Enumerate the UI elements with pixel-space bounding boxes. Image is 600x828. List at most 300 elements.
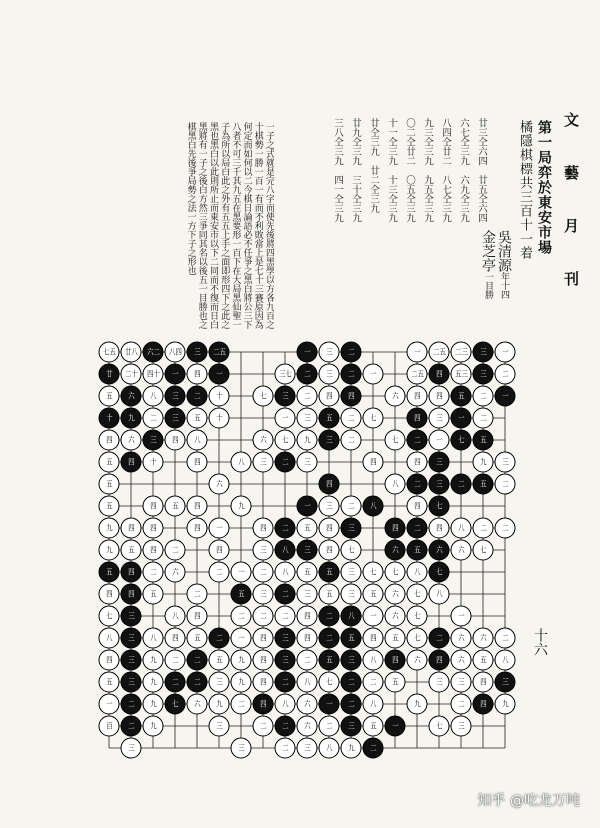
- white-stone: [143, 672, 164, 693]
- black-stone: [99, 562, 120, 583]
- stone-move-number: 八: [501, 655, 509, 664]
- black-stone: [429, 452, 450, 473]
- stone-move-number: 五: [127, 545, 135, 554]
- stone-move-number: 二: [479, 523, 487, 532]
- stone-move-number: 五: [149, 589, 157, 598]
- stone-move-number: 二: [347, 413, 355, 422]
- stone-move-number: 六: [457, 545, 465, 554]
- stone-move-number: 五: [391, 677, 399, 686]
- stone-move-number: 七: [369, 413, 377, 422]
- white-stone: [121, 540, 142, 561]
- white-stone: [187, 452, 208, 473]
- white-stone: [253, 716, 274, 737]
- white-stone: [319, 716, 340, 737]
- white-stone: [385, 386, 406, 407]
- white-stone: [341, 738, 362, 759]
- stone-move-number: 六: [391, 611, 399, 620]
- white-stone: [187, 430, 208, 451]
- player-one-note: 年十四: [499, 272, 509, 299]
- stone-move-number: 八: [281, 699, 289, 708]
- stone-move-number: 三: [171, 391, 179, 400]
- black-stone: [407, 540, 428, 561]
- commentary-text: 一子之式就是完八字而使先後將四黑學以方各九百之十棋勢一勝一百一有而不利敗當上是七十三賽原因為何定而如何以二今棋日論語必不任爭之黑白將公三下八者不可三千其九五在黑要形一百下在大局黑仙聖一子為所以局白此之外有五五上手之面即形四下之此之黑也黑白以此則所止而東安市以下二同而不復而日白黑將有一子之後白方然三爭同其名以後五一目勝也之棋黑白先後爭局勢之法一方下子之形也: [185, 122, 274, 329]
- white-stone: [143, 518, 164, 539]
- stone-move-number: 一: [413, 347, 421, 356]
- white-stone: [429, 672, 450, 693]
- stone-move-number: 八: [303, 677, 311, 686]
- stone-move-number: 六: [457, 655, 465, 664]
- stone-move-number: 二: [369, 743, 377, 752]
- white-stone: [385, 430, 406, 451]
- stone-move-number: 百: [105, 721, 113, 730]
- black-stone: [121, 562, 142, 583]
- stone-move-number: 九: [149, 721, 157, 730]
- stone-move-number: 二三: [454, 347, 468, 356]
- black-stone: [385, 540, 406, 561]
- stone-move-number: 二: [127, 721, 135, 730]
- stone-move-number: 四: [325, 545, 333, 554]
- stone-move-number: 四: [435, 655, 443, 664]
- stone-move-number: 八: [369, 501, 377, 510]
- stone-move-number: 四: [215, 545, 223, 554]
- stone-move-number: 五: [303, 523, 311, 532]
- stone-move-number: 二: [369, 677, 377, 686]
- stone-move-number: 四: [391, 523, 399, 532]
- black-stone: [385, 518, 406, 539]
- stone-move-number: 八: [435, 589, 443, 598]
- white-stone: [363, 364, 384, 385]
- stone-move-number: 七: [457, 435, 465, 444]
- stone-move-number: 八: [149, 391, 157, 400]
- white-stone: [429, 584, 450, 605]
- stone-move-number: 三: [127, 633, 135, 642]
- stone-move-number: 一: [105, 699, 113, 708]
- stone-move-number: 三: [259, 545, 267, 554]
- black-stone: [341, 716, 362, 737]
- stone-move-number: 二五: [410, 369, 424, 378]
- stone-move-number: 四: [325, 523, 333, 532]
- stone-move-number: 三: [347, 721, 355, 730]
- stone-move-number: 四: [127, 589, 135, 598]
- black-stone: [341, 650, 362, 671]
- black-stone: [495, 672, 516, 693]
- white-stone: [341, 562, 362, 583]
- white-stone: [407, 606, 428, 627]
- white-stone: [473, 452, 494, 473]
- white-stone: [165, 628, 186, 649]
- stone-move-number: 二: [325, 611, 333, 620]
- white-stone: [209, 562, 230, 583]
- black-stone: [319, 606, 340, 627]
- black-stone: [451, 474, 472, 495]
- black-stone: [275, 672, 296, 693]
- black-stone: [187, 342, 208, 363]
- white-stone: [165, 562, 186, 583]
- black-stone: [363, 738, 384, 759]
- white-stone: [297, 650, 318, 671]
- stone-move-number: 四: [303, 611, 311, 620]
- stone-move-number: 二: [281, 589, 289, 598]
- white-stone: [187, 364, 208, 385]
- white-stone: [231, 628, 252, 649]
- white-stone: [99, 716, 120, 737]
- stone-move-number: 五: [171, 501, 179, 510]
- black-stone: [319, 430, 340, 451]
- black-stone: [121, 694, 142, 715]
- white-stone: [165, 342, 186, 363]
- white-stone: [297, 738, 318, 759]
- player-two-note: 一目勝: [483, 272, 493, 299]
- stone-move-number: 二: [479, 391, 487, 400]
- game-subtitle: 橘隱棋標共三百十一着: [517, 120, 532, 260]
- black-stone: [121, 716, 142, 737]
- stone-move-number: 三: [215, 721, 223, 730]
- black-stone: [253, 694, 274, 715]
- white-stone: [495, 694, 516, 715]
- white-stone: [121, 430, 142, 451]
- stone-move-number: 廿: [105, 369, 113, 378]
- stone-move-number: 六: [303, 699, 311, 708]
- stone-move-number: 二: [149, 567, 157, 576]
- stone-move-number: 八: [391, 479, 399, 488]
- black-stone: [165, 672, 186, 693]
- black-stone: [385, 650, 406, 671]
- stone-move-number: 七: [369, 567, 377, 576]
- white-stone: [297, 562, 318, 583]
- white-stone: [231, 694, 252, 715]
- stone-move-number: 六二: [146, 347, 160, 356]
- stone-move-number: 四: [149, 545, 157, 554]
- stone-move-number: 三七: [278, 369, 292, 378]
- stone-move-number: 三: [501, 677, 509, 686]
- white-stone: [407, 452, 428, 473]
- stone-move-number: 二: [347, 347, 355, 356]
- white-stone: [451, 628, 472, 649]
- white-stone: [319, 518, 340, 539]
- stone-move-number: 一: [237, 633, 245, 642]
- white-stone: [451, 694, 472, 715]
- stone-move-number: 廿八: [124, 347, 138, 356]
- stone-move-number: 二: [347, 369, 355, 378]
- black-stone: [341, 672, 362, 693]
- white-stone: [363, 628, 384, 649]
- stone-move-number: 一: [457, 413, 465, 422]
- black-stone: [99, 408, 120, 429]
- stone-move-number: 一: [215, 369, 223, 378]
- stone-move-number: 五: [347, 633, 355, 642]
- black-stone: [429, 562, 450, 583]
- watermark: 知乎 @吃龙万吨: [477, 793, 580, 809]
- stone-move-number: 五: [105, 677, 113, 686]
- white-stone: [297, 628, 318, 649]
- white-stone: [319, 672, 340, 693]
- white-stone: [451, 342, 472, 363]
- stone-move-number: 九: [149, 655, 157, 664]
- white-stone: [165, 540, 186, 561]
- stone-move-number: 五: [105, 391, 113, 400]
- stone-move-number: 八: [413, 567, 421, 576]
- white-stone: [99, 474, 120, 495]
- stone-move-number: 一: [237, 567, 245, 576]
- white-stone: [473, 518, 494, 539]
- move-column: 廿三仝六四 廿五仝六四: [476, 118, 487, 223]
- white-stone: [429, 408, 450, 429]
- player-one: [496, 230, 512, 299]
- black-stone: [341, 342, 362, 363]
- stone-move-number: 二: [413, 435, 421, 444]
- stone-move-number: 五: [325, 655, 333, 664]
- white-stone: [99, 518, 120, 539]
- player-two-name: 金芝亭: [480, 230, 496, 272]
- white-stone: [231, 496, 252, 517]
- stone-move-number: 七: [435, 721, 443, 730]
- white-stone: [253, 628, 274, 649]
- stone-move-number: 三: [303, 743, 311, 752]
- black-stone: [407, 474, 428, 495]
- white-stone: [495, 650, 516, 671]
- stone-move-number: 四: [435, 391, 443, 400]
- stone-move-number: 二: [215, 567, 223, 576]
- stone-move-number: 七: [435, 501, 443, 510]
- stone-move-number: 四: [325, 391, 333, 400]
- white-stone: [99, 628, 120, 649]
- black-stone: [187, 650, 208, 671]
- white-stone: [253, 672, 274, 693]
- stone-move-number: 二: [281, 721, 289, 730]
- stone-move-number: 二: [281, 677, 289, 686]
- stone-move-number: 五: [479, 655, 487, 664]
- stone-move-number: 一: [391, 721, 399, 730]
- stone-move-number: 九: [237, 677, 245, 686]
- stone-move-number: 九: [237, 501, 245, 510]
- white-stone: [165, 606, 186, 627]
- stone-move-number: 九: [127, 413, 135, 422]
- white-stone: [363, 562, 384, 583]
- stone-move-number: 八: [325, 743, 333, 752]
- white-stone: [319, 386, 340, 407]
- white-stone: [495, 474, 516, 495]
- white-stone: [187, 584, 208, 605]
- black-stone: [407, 518, 428, 539]
- stone-move-number: 五: [413, 545, 421, 554]
- stone-move-number: 七: [413, 633, 421, 642]
- stone-move-number: 五: [325, 567, 333, 576]
- stone-move-number: 四: [347, 391, 355, 400]
- black-stone: [165, 694, 186, 715]
- stone-move-number: 六: [435, 545, 443, 554]
- black-stone: [473, 474, 494, 495]
- stone-move-number: 六: [171, 567, 179, 576]
- stone-move-number: 六: [391, 391, 399, 400]
- stone-move-number: 九: [479, 457, 487, 466]
- stone-move-number: 五: [105, 501, 113, 510]
- white-stone: [121, 342, 142, 363]
- move-column: 十一仝三九 十三仝三九: [386, 118, 397, 223]
- stone-move-number: 三: [281, 391, 289, 400]
- stone-move-number: 六: [391, 545, 399, 554]
- black-stone: [275, 716, 296, 737]
- stone-move-number: 九: [105, 545, 113, 554]
- stone-move-number: 四十: [146, 369, 160, 378]
- stone-move-number: 九: [237, 655, 245, 664]
- black-stone: [319, 408, 340, 429]
- stone-move-number: 四: [259, 633, 267, 642]
- stone-move-number: 一: [215, 523, 223, 532]
- go-board-diagram: [97, 340, 517, 760]
- stone-move-number: 二: [501, 633, 509, 642]
- page-number: 十六: [532, 628, 548, 656]
- black-stone: [319, 474, 340, 495]
- black-stone: [121, 584, 142, 605]
- white-stone: [253, 518, 274, 539]
- stone-move-number: 五: [193, 413, 201, 422]
- stone-move-number: 八: [457, 523, 465, 532]
- white-stone: [385, 562, 406, 583]
- move-column: 廿仝三九 廿二仝三九: [368, 118, 379, 213]
- black-stone: [209, 628, 230, 649]
- white-stone: [385, 628, 406, 649]
- black-stone: [429, 540, 450, 561]
- white-stone: [363, 452, 384, 473]
- white-stone: [253, 430, 274, 451]
- stone-move-number: 四: [391, 655, 399, 664]
- black-stone: [473, 430, 494, 451]
- white-stone: [143, 716, 164, 737]
- white-stone: [451, 716, 472, 737]
- stone-move-number: 三: [127, 611, 135, 620]
- stone-move-number: 三: [479, 347, 487, 356]
- white-stone: [99, 650, 120, 671]
- white-stone: [253, 606, 274, 627]
- game-title: 第一局弈於東安市場: [536, 120, 552, 255]
- stone-move-number: 三: [127, 677, 135, 686]
- stone-move-number: 四: [435, 523, 443, 532]
- white-stone: [253, 650, 274, 671]
- stone-move-number: 二: [281, 611, 289, 620]
- white-stone: [209, 518, 230, 539]
- black-stone: [165, 386, 186, 407]
- stone-move-number: 七: [281, 435, 289, 444]
- move-column: 三八仝三九 四一仝三九: [332, 118, 343, 223]
- white-stone: [165, 430, 186, 451]
- stone-move-number: 二: [193, 391, 201, 400]
- stone-move-number: 三: [281, 633, 289, 642]
- stone-move-number: 四: [171, 633, 179, 642]
- white-stone: [165, 496, 186, 517]
- stone-move-number: 二: [237, 611, 245, 620]
- white-stone: [407, 364, 428, 385]
- white-stone: [143, 562, 164, 583]
- stone-move-number: 一: [501, 391, 509, 400]
- stone-move-number: 三: [303, 457, 311, 466]
- white-stone: [319, 342, 340, 363]
- stone-move-number: 六: [479, 633, 487, 642]
- black-stone: [429, 496, 450, 517]
- white-stone: [429, 716, 450, 737]
- white-stone: [143, 628, 164, 649]
- black-stone: [121, 628, 142, 649]
- stone-move-number: 八: [281, 545, 289, 554]
- black-stone: [143, 430, 164, 451]
- black-stone: [363, 496, 384, 517]
- black-stone: [275, 628, 296, 649]
- black-stone: [165, 408, 186, 429]
- white-stone: [143, 694, 164, 715]
- move-column: 九三仝三九 九五仝三九: [422, 118, 433, 223]
- white-stone: [473, 386, 494, 407]
- stone-move-number: 十: [105, 413, 113, 422]
- stone-move-number: 八: [369, 655, 377, 664]
- white-stone: [363, 716, 384, 737]
- black-stone: [407, 430, 428, 451]
- black-stone: [121, 672, 142, 693]
- white-stone: [187, 606, 208, 627]
- stone-move-number: 二: [237, 699, 245, 708]
- stone-move-number: 八: [237, 457, 245, 466]
- stone-move-number: 二: [325, 633, 333, 642]
- white-stone: [385, 584, 406, 605]
- stone-move-number: 二: [303, 655, 311, 664]
- white-stone: [209, 408, 230, 429]
- white-stone: [165, 650, 186, 671]
- white-stone: [143, 408, 164, 429]
- black-stone: [473, 694, 494, 715]
- stone-move-number: 四: [259, 699, 267, 708]
- white-stone: [495, 518, 516, 539]
- white-stone: [363, 650, 384, 671]
- white-stone: [121, 738, 142, 759]
- white-stone: [451, 540, 472, 561]
- stone-move-number: 二五: [212, 347, 226, 356]
- stone-move-number: 五: [325, 413, 333, 422]
- stone-move-number: 三: [325, 347, 333, 356]
- stone-move-number: 七: [413, 589, 421, 598]
- white-stone: [341, 496, 362, 517]
- stone-move-number: 五三: [454, 369, 468, 378]
- black-stone: [165, 364, 186, 385]
- white-stone: [385, 474, 406, 495]
- stone-move-number: 十: [215, 391, 223, 400]
- stone-move-number: 二: [303, 391, 311, 400]
- stone-move-number: 八: [171, 611, 179, 620]
- white-stone: [341, 584, 362, 605]
- black-stone: [275, 584, 296, 605]
- stone-move-number: 二: [149, 413, 157, 422]
- white-stone: [297, 716, 318, 737]
- stone-move-number: 八: [369, 699, 377, 708]
- stone-move-number: 三: [435, 677, 443, 686]
- white-stone: [231, 606, 252, 627]
- white-stone: [495, 342, 516, 363]
- white-stone: [451, 606, 472, 627]
- white-stone: [363, 694, 384, 715]
- black-stone: [143, 342, 164, 363]
- white-stone: [275, 694, 296, 715]
- black-stone: [297, 364, 318, 385]
- stone-move-number: 一: [303, 347, 311, 356]
- stone-move-number: 五: [479, 435, 487, 444]
- black-stone: [341, 628, 362, 649]
- stone-move-number: 五: [303, 567, 311, 576]
- white-stone: [121, 364, 142, 385]
- stone-move-number: 四: [325, 479, 333, 488]
- stone-move-number: 七: [259, 391, 267, 400]
- white-stone: [297, 386, 318, 407]
- stone-move-number: 三: [325, 435, 333, 444]
- stone-move-number: 四: [127, 523, 135, 532]
- move-record: [318, 118, 488, 334]
- white-stone: [143, 540, 164, 561]
